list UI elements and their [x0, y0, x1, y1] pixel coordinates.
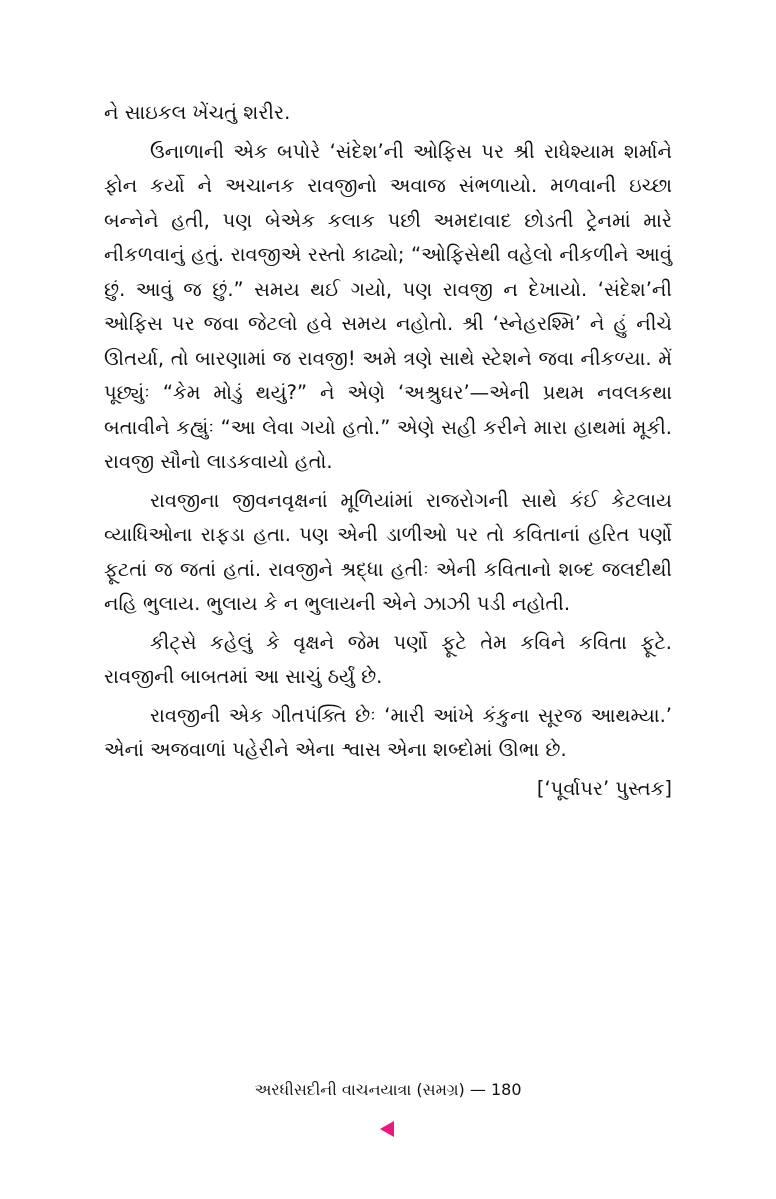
page-body: [104, 96, 672, 806]
paragraph-keats: કીટ્સે કહેલું કે વૃક્ષને જેમ પર્ણો ફૂટે તેમ કવિને કવિતા ફૂટે. રાવજીની બાબતમાં આ સાચું ઠર્યું છે.: [104, 630, 672, 688]
source-citation: [‘પૂર્વાપર’ પુસ્તક]: [536, 776, 672, 800]
previous-page-arrow-icon[interactable]: [380, 1121, 394, 1137]
page-footer: અરધીસદીની વાચનયાત્રા (સમગ્ર) — 180: [254, 1080, 522, 1099]
paragraph-song-line: રાવજીની એક ગીતપંક્તિ છેઃ ‘મારી આંખે કંકુના સૂરજ આથમ્યા.’ એનાં અજવાળાં પહેરીને એના શ્વાસ એના શબ્દોમાં ઊભા છે.: [104, 703, 672, 761]
paragraph-continuation: ને સાઇકલ ખેંચતું શરીર.: [104, 101, 291, 124]
paragraph-life-tree: રાવજીના જીવનવૃક્ષનાં મૂળિયાંમાં રાજરોગની સાથે કંઈ કેટલાય વ્યાધિઓના રાફડા હતા. પણ એની ડાળીઓ પર તો કવિતાનાં હરિત પર્ણો ફૂટતાં જ જતાં હતાં. રાવજીને શ્રદ્ધા હતીઃ એની કવિતાનો શબ્દ જલદીથી નહિ ભુલાય. ભુલાય કે ન ભુલાયની એને ઝાઝી પડી નહોતી.: [104, 488, 672, 615]
paragraph-sandesh-meeting: ઉનાળાની એક બપોરે ‘સંદેશ’ની ઓફિસ પર શ્રી રાધેશ્યામ શર્માને ફોન કર્યો ને અચાનક રાવજીનો અવાજ સંભળાયો. મળવાની ઇચ્છા બન્નેને હતી, પણ બેએક કલાક પછી અમદાવાદ છોડતી ટ્રેનમાં મારે નીકળવાનું હતું. રાવજીએ રસ્તો કાઢ્યો; “ઓફિસેથી વહેલો નીકળીને આવું છું. આવું જ છું.” સમય થઈ ગયો, પણ રાવજી ન દેખાયો. ‘સંદેશ’ની ઓફિસ પર જવા જેટલો હવે સમય નહોતો. શ્રી ‘સ્નેહરશ્મિ’ ને હું નીચે ઊતર્યા, તો બારણામાં જ રાવજી! અમે ત્રણે સાથે સ્ટેશને જવા નીકળ્યા. મેં પૂછ્યુંઃ “કેમ મોડું થયું?” ને એણે ‘અશ્રુઘર’—એની પ્રથમ નવલકથા બતાવીને કહ્યુંઃ “આ લેવા ગયો હતો.” એણે સહી કરીને મારા હાથમાં મૂકી. રાવજી સૌનો લાડકવાયો હતો.: [104, 139, 672, 473]
